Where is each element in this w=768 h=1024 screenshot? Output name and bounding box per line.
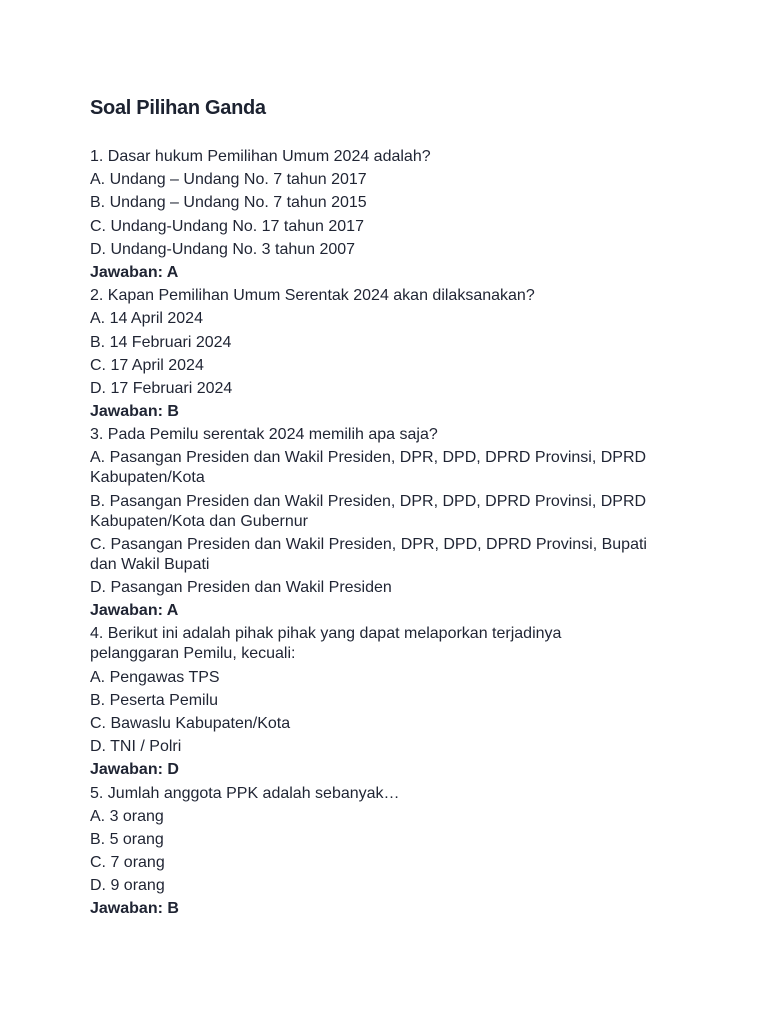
option-d: D. Pasangan Presiden dan Wakil Presiden <box>90 579 392 596</box>
page-title: Soal Pilihan Ganda <box>90 97 266 119</box>
option-a: A. Pasangan Presiden dan Wakil Presiden, DPR, DPD, DPRD Provinsi, DPRD Kabupaten/Kota <box>90 449 647 487</box>
option-b: B. Pasangan Presiden dan Wakil Presiden, DPR, DPD, DPRD Provinsi, DPRD Kabupaten/Kota dan Gubernur <box>90 492 647 530</box>
option-b: B. Undang – Undang No. 7 tahun 2015 <box>90 194 367 212</box>
question-text: 3. Pada Pemilu serentak 2024 memilih apa saja? <box>90 426 438 444</box>
option-a: A. Pengawas TPS <box>90 668 220 686</box>
question-block <box>90 784 708 920</box>
option-d: D. Undang-Undang No. 3 tahun 2007 <box>90 240 356 258</box>
answer-text: Jawaban: D <box>90 761 179 779</box>
option-c: C. Undang-Undang No. 17 tahun 2017 <box>90 217 364 235</box>
option-c: C. 7 orang <box>90 854 165 872</box>
option-a: A. 3 orang <box>90 807 164 825</box>
question-text: 1. Dasar hukum Pemilihan Umum 2024 adalah? <box>90 148 431 165</box>
question-text: 4. Berikut ini adalah pihak pihak yang dapat melaporkan terjadinya pelanggaran Pemilu, kecuali: <box>90 625 562 663</box>
question-block <box>90 425 708 621</box>
question-text: 5. Jumlah anggota PPK adalah sebanyak… <box>90 784 400 802</box>
question-block <box>90 286 708 422</box>
option-b: B. 5 orang <box>90 830 164 848</box>
question-text: 2. Kapan Pemilihan Umum Serentak 2024 akan dilaksanakan? <box>90 287 535 305</box>
option-c: C. Pasangan Presiden dan Wakil Presiden, DPR, DPD, DPRD Provinsi, Bupati dan Wakil Bupati <box>90 535 647 573</box>
option-c: C. Bawaslu Kabupaten/Kota <box>90 714 291 732</box>
option-d: D. 17 Februari 2024 <box>90 379 233 397</box>
question-block <box>90 624 708 780</box>
answer-text: Jawaban: A <box>90 602 179 620</box>
option-d: D. 9 orang <box>90 877 165 895</box>
answer-text: Jawaban: B <box>90 900 179 918</box>
option-c: C. 17 April 2024 <box>90 356 204 374</box>
answer-text: Jawaban: B <box>90 403 179 421</box>
question-block <box>90 147 708 283</box>
option-a: A. Undang – Undang No. 7 tahun 2017 <box>90 171 367 189</box>
option-d: D. TNI / Polri <box>90 738 182 756</box>
answer-text: Jawaban: A <box>90 263 179 281</box>
option-b: B. 14 Februari 2024 <box>90 333 232 351</box>
option-b: B. Peserta Pemilu <box>90 691 219 709</box>
option-a: A. 14 April 2024 <box>90 310 203 328</box>
